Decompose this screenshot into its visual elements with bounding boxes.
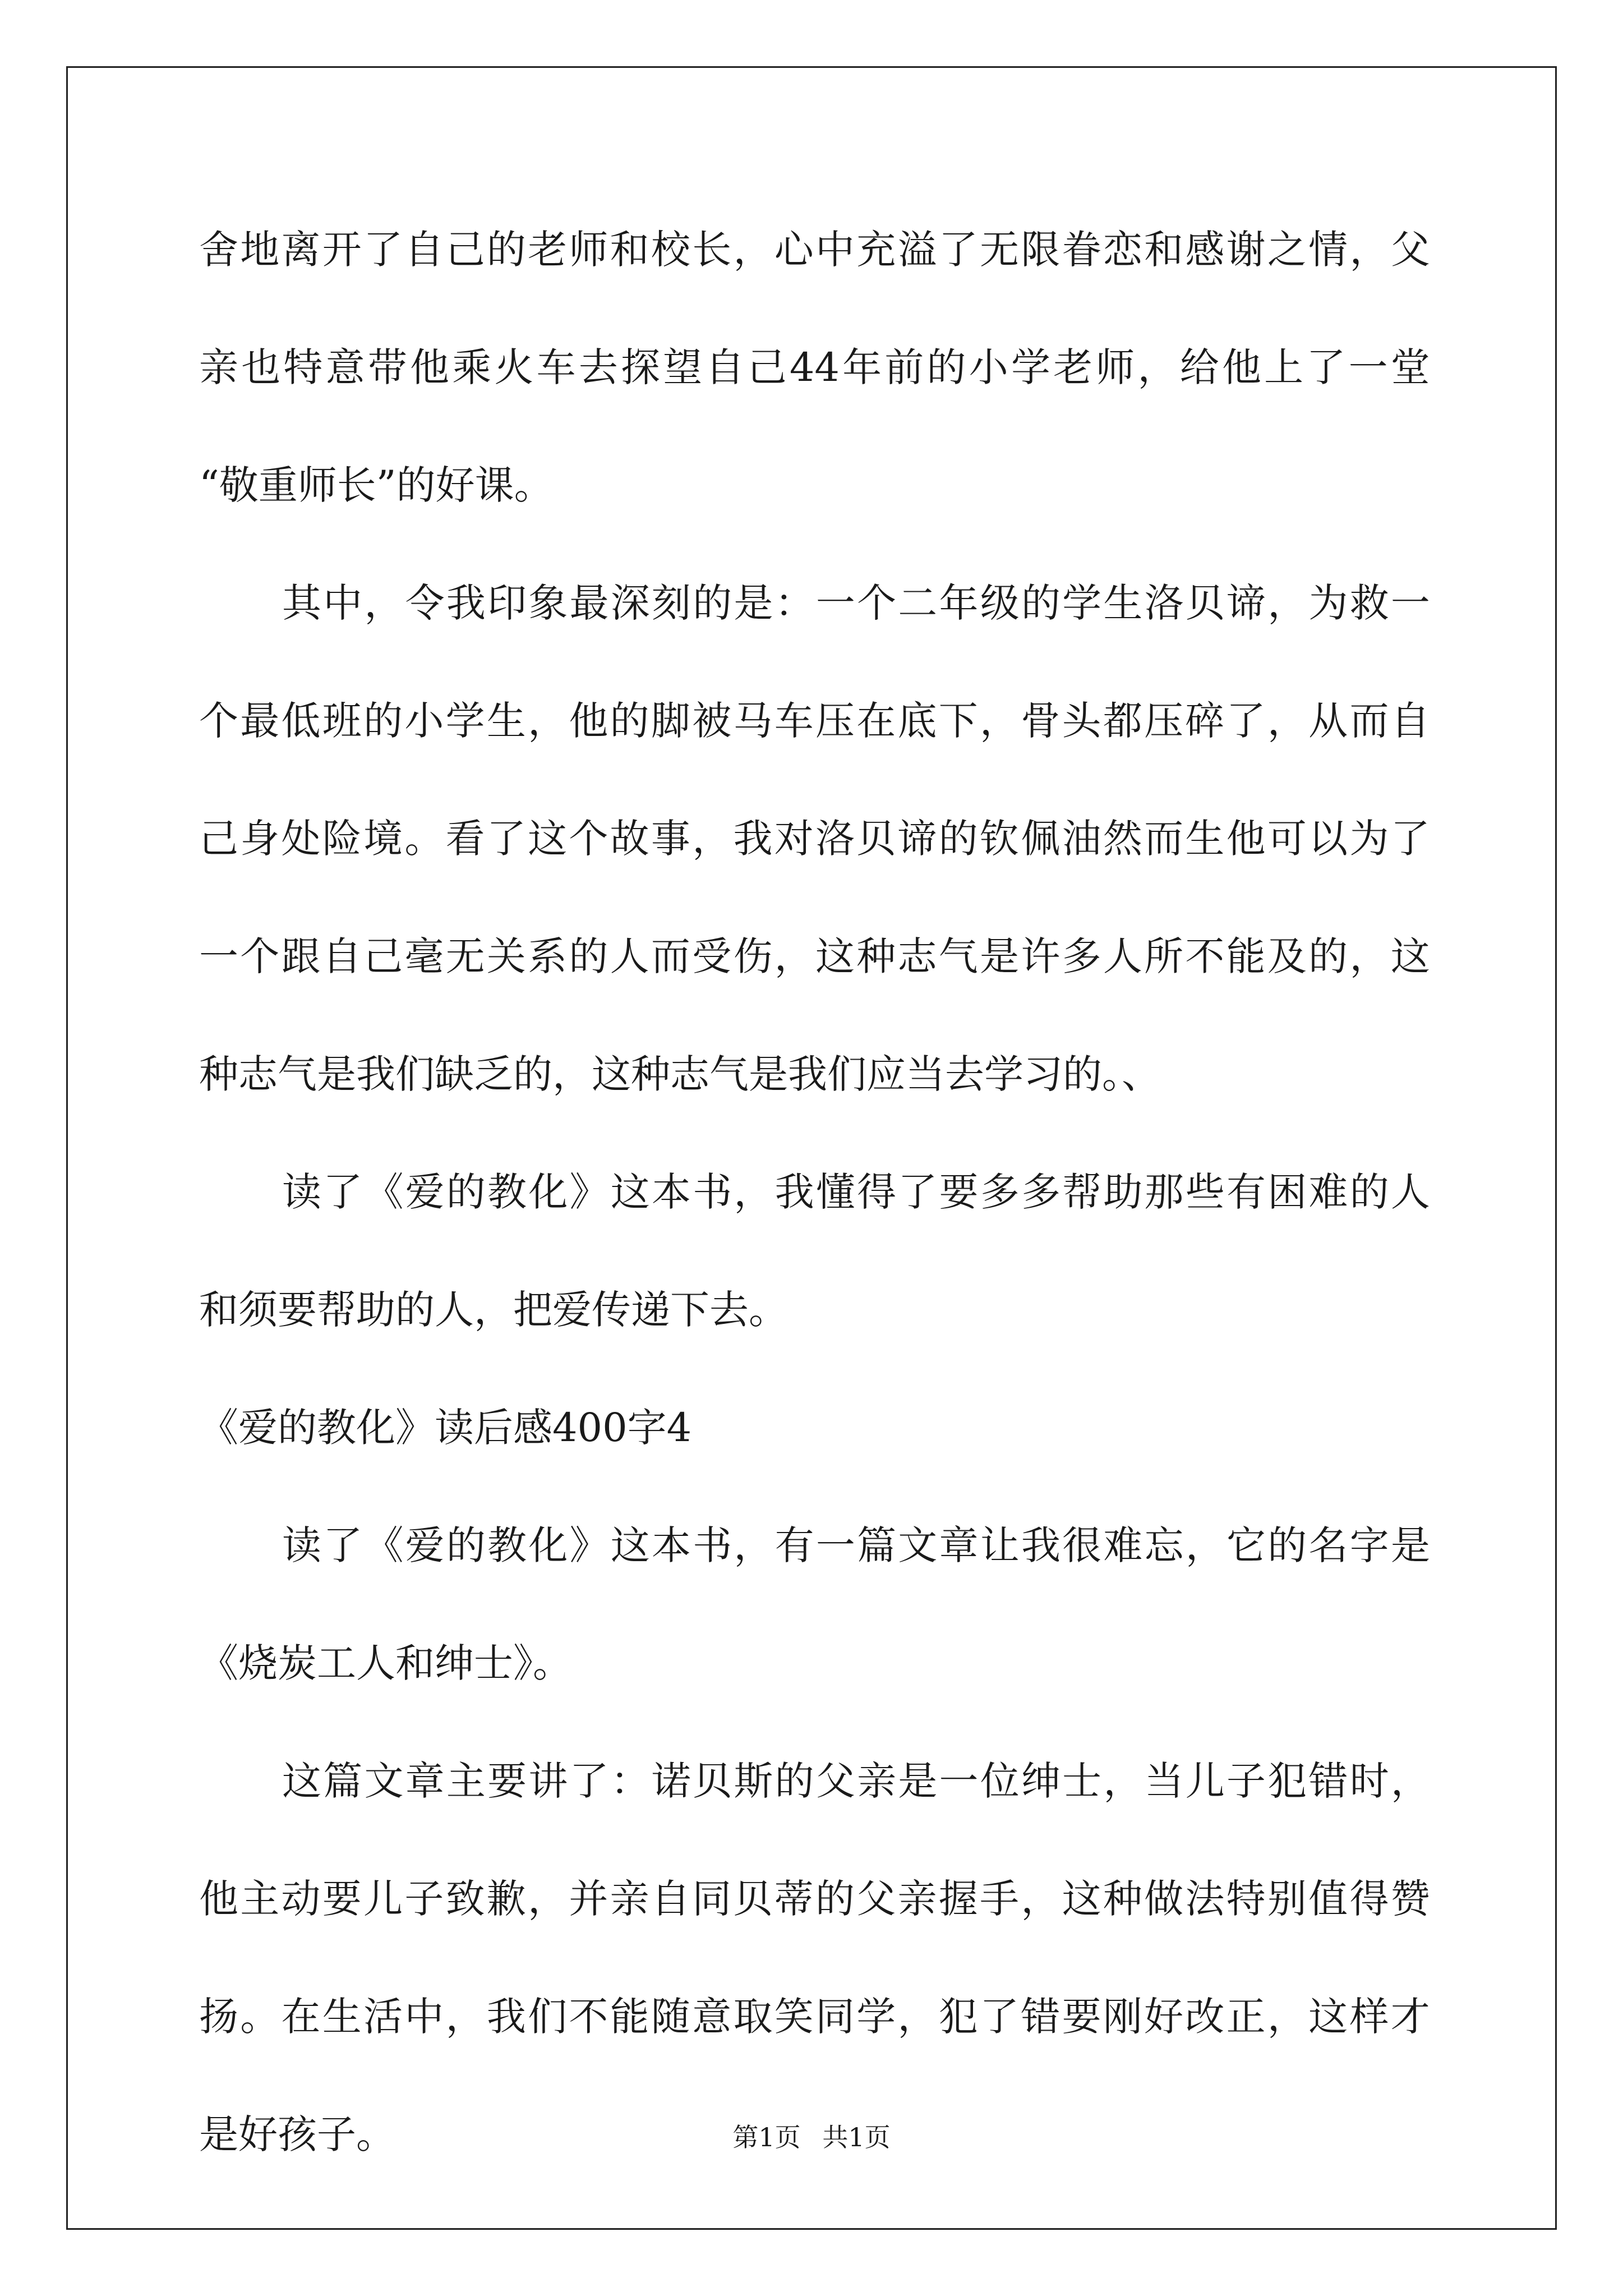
paragraph-line: 亲 也 特 意 带 他 乘 火 车 去 探 望 自 己 44 年 前 的 小 学 老 师 ， 给 他 上 了 一 堂 bbox=[199, 344, 1430, 390]
paragraph-line: 《烧炭工人和绅士》。 bbox=[199, 1640, 572, 1686]
document-body bbox=[199, 191, 1430, 2193]
paragraph-line: 个 最 低 班 的 小 学 生 ， 他 的 脚 被 马 车 压 在 底 下 ， 骨 头 都 压 碎 了 ， 从 而 自 bbox=[199, 698, 1430, 744]
section-heading: 《爱的教化》读后感400字4 bbox=[199, 1405, 692, 1451]
paragraph-line: 他 主 动 要 儿 子 致 歉 ， 并 亲 自 同 贝 蒂 的 父 亲 握 手 ， 这 种 做 法 特 别 值 得 赞 bbox=[199, 1876, 1430, 1922]
paragraph-line: 读 了 《 爱 的 教 化 》 这 本 书 ， 我 懂 得 了 要 多 多 帮 助 那 些 有 困 难 的 人 bbox=[282, 1169, 1430, 1215]
paragraph-line: 读 了 《 爱 的 教 化 》 这 本 书 ， 有 一 篇 文 章 让 我 很 难 忘 ， 它 的 名 字 是 bbox=[282, 1522, 1430, 1568]
paragraph-line: “敬重师长”的好课。 bbox=[199, 462, 554, 508]
page-total: 共1页 bbox=[822, 2122, 891, 2152]
paragraph-line: 扬 。 在 生 活 中 ， 我 们 不 能 随 意 取 笑 同 学 ， 犯 了 错 要 刚 好 改 正 ， 这 样 才 bbox=[199, 1994, 1430, 2040]
paragraph-line: 舍 地 离 开 了 自 己 的 老 师 和 校 长 ， 心 中 充 溢 了 无 限 眷 恋 和 感 谢 之 情 ， 父 bbox=[199, 227, 1430, 273]
paragraph-line: 己 身 处 险 境 。 看 了 这 个 故 事 ， 我 对 洛 贝 谛 的 钦 佩 油 然 而 生 他 可 以 为 了 bbox=[199, 816, 1430, 862]
paragraph-line: 种志气是我们缺乏的，这种志气是我们应当去学习的。、 bbox=[199, 1051, 1161, 1097]
paragraph-line: 一 个 跟 自 己 毫 无 关 系 的 人 而 受 伤 ， 这 种 志 气 是 许 多 人 所 不 能 及 的 ， 这 bbox=[199, 933, 1430, 979]
paragraph-line: 其 中 ， 令 我 印 象 最 深 刻 的 是 ： 一 个 二 年 级 的 学 生 洛 贝 谛 ， 为 救 一 bbox=[282, 580, 1430, 626]
paragraph-line: 和须要帮助的人，把爱传递下去。 bbox=[199, 1287, 788, 1333]
paragraph-line: 这 篇 文 章 主 要 讲 了 ： 诺 贝 斯 的 父 亲 是 一 位 绅 士 ， 当 儿 子 犯 错 时 ， bbox=[282, 1758, 1430, 1804]
page-number: 第1页 bbox=[732, 2122, 801, 2152]
page-footer bbox=[0, 2120, 1623, 2154]
paragraph-line: 是好孩子。 bbox=[199, 2111, 395, 2157]
